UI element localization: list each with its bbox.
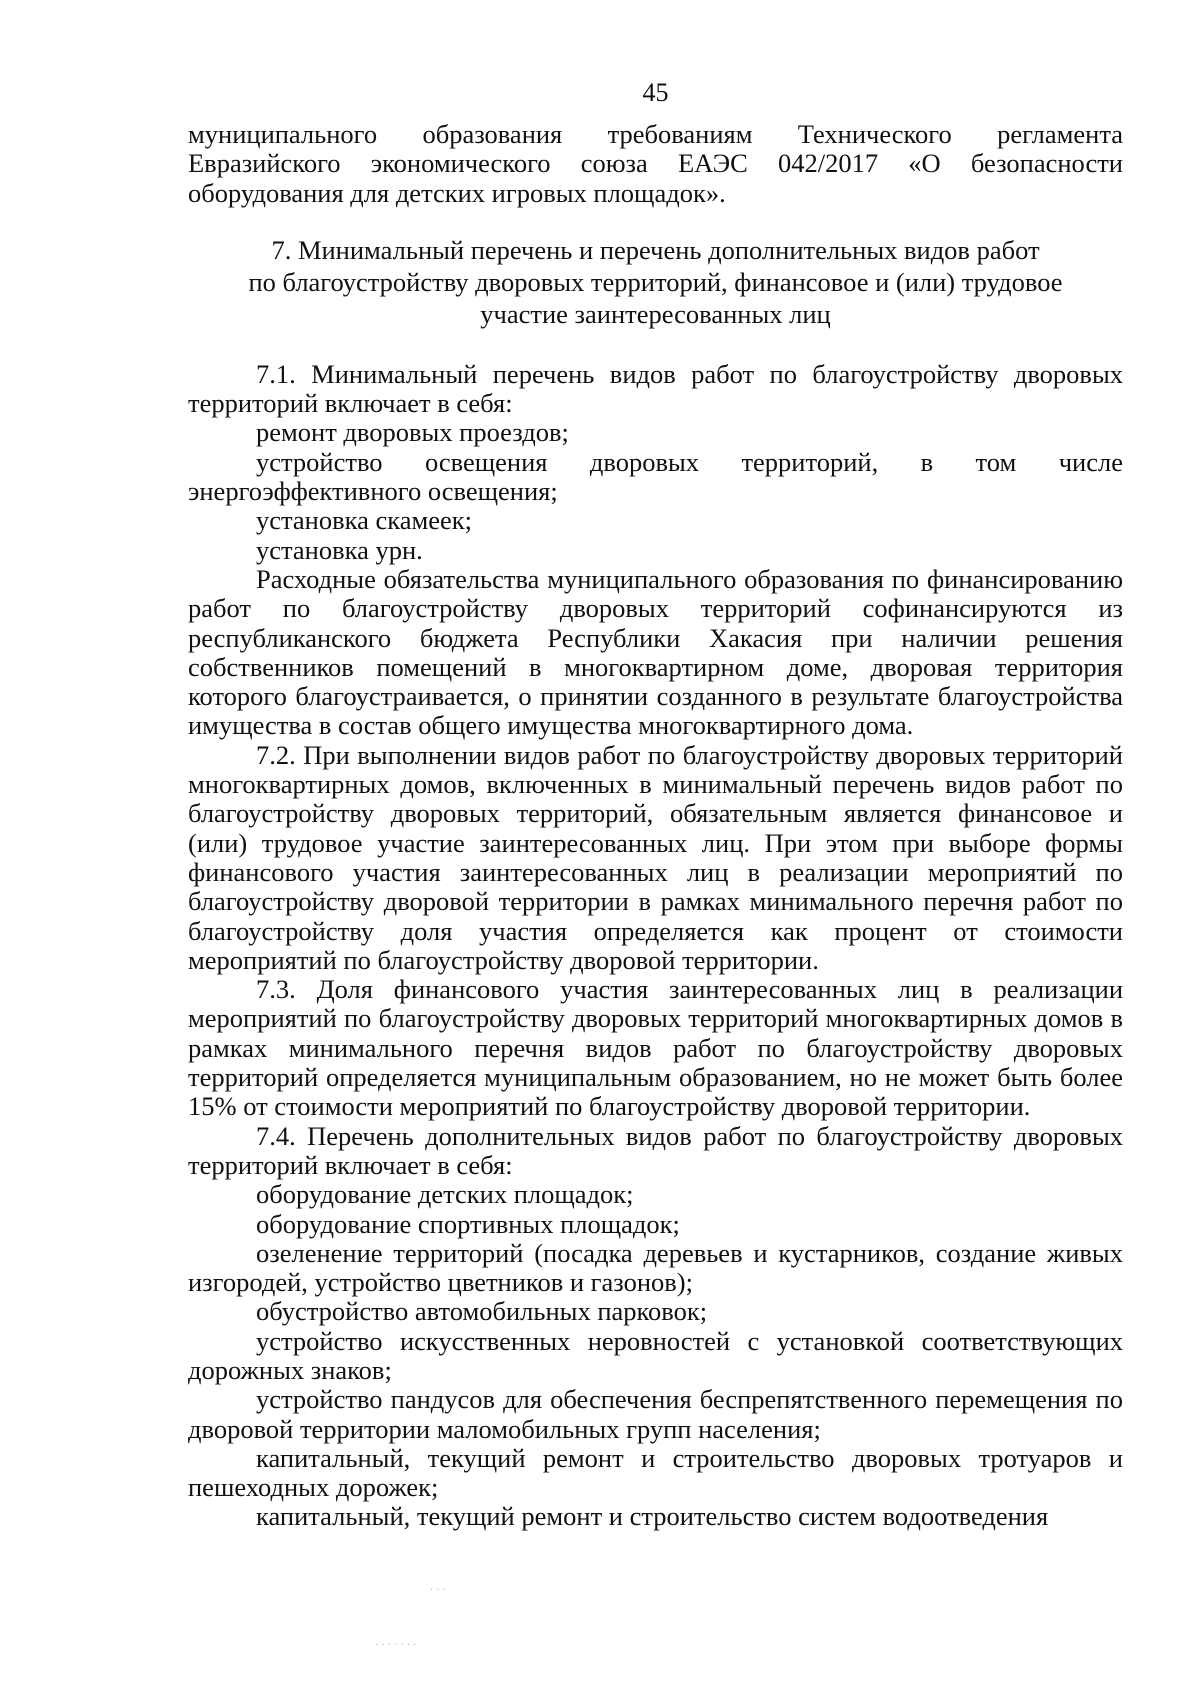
section-heading-line-1: 7. Минимальный перечень и перечень дополнительных видов работ — [271, 234, 1040, 265]
extra-list-item: капитальный, текущий ремонт и строительство систем водоотведения — [256, 1501, 1049, 1532]
section-heading-line-3: участие заинтересованных лиц — [480, 298, 831, 329]
min-list-item: ремонт дворовых проездов; — [256, 417, 569, 448]
scan-noise: · · · · · · · — [375, 1640, 417, 1651]
min-list-item: установка урн. — [256, 534, 423, 565]
min-list-item: установка скамеек; — [256, 505, 473, 536]
paragraph-7-1: 7.1. Минимальный перечень видов работ по благоустройству дворовых территорий включает в себя: — [188, 358, 1123, 419]
page-number: 45 — [642, 78, 669, 107]
document-page — [188, 78, 1123, 1532]
extra-list-item: устройство пандусов для обеспечения беспрепятственного перемещения по дворовой территории маломобильных групп населения; — [188, 1384, 1123, 1444]
extra-list-item: оборудование детских площадок; — [256, 1179, 634, 1210]
paragraph-7-2: 7.2. При выполнении видов работ по благоустройству дворовых территорий многоквартирных домов, включенных в минимальный перечень видов работ по благоустройству дворовых территорий, обязательным является финансовое и (или) трудовое участие заинтересованных лиц. При этом при выборе формы финансового участия заинтересованных лиц в реализации мероприятий по благоустройству дворовой территории в рамках минимального перечня работ по благоустройству доля участия определяется как процент от стоимости мероприятий по благоустройству дворовой территории. — [188, 739, 1123, 975]
section-heading — [188, 234, 1123, 330]
min-list-item: устройство освещения дворовых территорий, в том числе энергоэффективного освещения; — [188, 446, 1123, 507]
extra-list-item: капитальный, текущий ремонт и строительство дворовых тротуаров и пешеходных дорожек; — [188, 1442, 1123, 1503]
paragraph-7-3: 7.3. Доля финансового участия заинтересованных лиц в реализации мероприятий по благоустройству дворовых территорий многоквартирных домов в рамках минимального перечня видов работ по благоустройству дворовых территорий определяется муниципальным образованием, но не может быть более 15% от стоимости мероприятий по благоустройству дворовой территории. — [188, 974, 1123, 1122]
scan-noise: · · · — [430, 1585, 446, 1596]
extra-list-item: оборудование спортивных площадок; — [256, 1208, 680, 1239]
intro-paragraph: муниципального образования требованиям Технического регламента Евразийского экономического союза ЕАЭС 042/2017 «О безопасности оборудования для детских игровых площадок». — [188, 119, 1123, 208]
extra-list-item: озеленение территорий (посадка деревьев и кустарников, создание живых изгородей, устройство цветников и газонов); — [188, 1237, 1123, 1298]
extra-list-item: обустройство автомобильных парковок; — [256, 1296, 708, 1327]
extra-list-item: устройство искусственных неровностей с установкой соответствующих дорожных знаков; — [188, 1325, 1123, 1385]
expenses-paragraph: Расходные обязательства муниципального образования по финансированию работ по благоустройству дворовых территорий софинансируются из республиканского бюджета Республики Хакасия при наличии решения собственников помещений в многоквартирном доме, дворовая территория которого благоустраивается, о принятии созданного в результате благоустройства имущества в состав общего имущества многоквартирного дома. — [188, 563, 1123, 741]
section-heading-line-2: по благоустройству дворовых территорий, финансовое и (или) трудовое — [248, 266, 1063, 297]
paragraph-7-4: 7.4. Перечень дополнительных видов работ по благоустройству дворовых территорий включает в себя: — [188, 1120, 1123, 1180]
